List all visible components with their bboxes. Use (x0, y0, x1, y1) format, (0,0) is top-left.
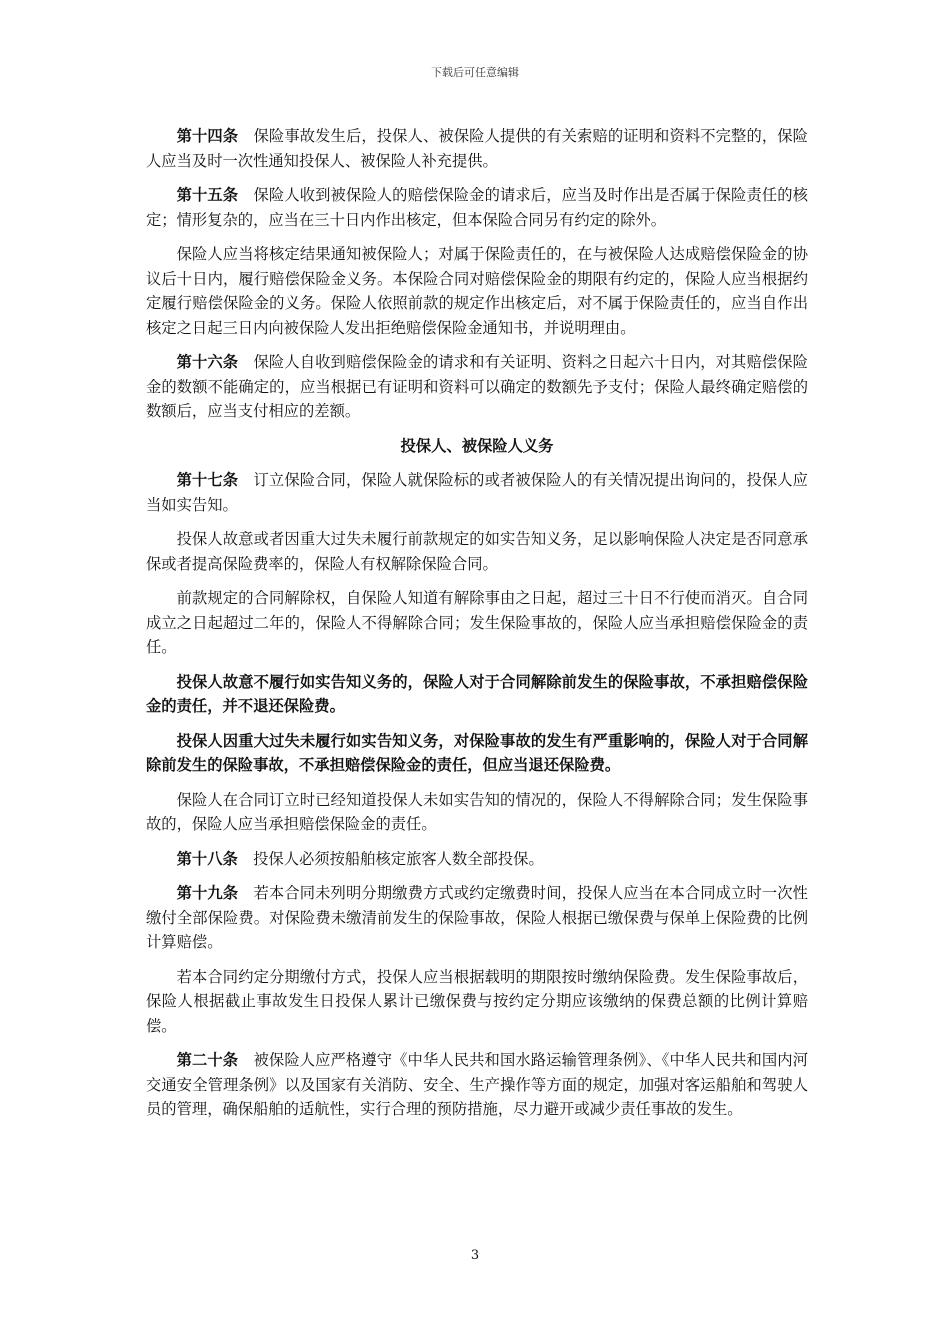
paragraph (146, 350, 808, 424)
paragraph (146, 788, 808, 837)
paragraph-text: 保险人自收到赔偿保险金的请求和有关证明、资料之日起六十日内，对其赔偿保险金的数额不能确定的，应当根据已有证明和资料可以确定的数额先予支付；保险人最终确定赔偿的数额后，应当支付相应的差额。 (146, 353, 808, 420)
paragraph (146, 847, 808, 872)
paragraph (146, 527, 808, 576)
paragraph-text: 投保人故意不履行如实告知义务的，保险人对于合同解除前发生的保险事故，不承担赔偿保险金的责任，并不退还保险费。 (146, 672, 808, 715)
paragraph-text: 保险事故发生后，投保人、被保险人提供的有关索赔的证明和资料不完整的，保险人应当及时一次性通知投保人、被保险人补充提供。 (146, 127, 808, 170)
article-number: 第十八条 (176, 849, 238, 868)
paragraph (146, 729, 808, 778)
paragraph-text: 保险人收到被保险人的赔偿保险金的请求后，应当及时作出是否属于保险责任的核定；情形复杂的，应当在三十日内作出核定，但本保险合同另有约定的除外。 (146, 186, 808, 229)
paragraph (146, 242, 808, 340)
paragraph (146, 586, 808, 660)
paragraph-text: 订立保险合同，保险人就保险标的或者被保险人的有关情况提出询问的，投保人应当如实告知。 (146, 471, 808, 514)
article-number: 第二十条 (176, 1051, 239, 1069)
paragraph-text: 投保人因重大过失未履行如实告知义务，对保险事故的发生有严重影响的，保险人对于合同解除前发生的保险事故，不承担赔偿保险金的责任，但应当退还保险费。 (146, 731, 808, 774)
paragraph-text: 保险人应当将核定结果通知被保险人；对属于保险责任的，在与被保险人达成赔偿保险金的协议后十日内，履行赔偿保险金义务。本保险合同对赔偿保险金的期限有约定的，保险人应当根据约定履行赔偿保险金的义务。保险人依照前款的规定作出核定后，对不属于保险责任的，应当自作出核定之日起三日内向被保险人发出拒绝赔偿保险金通知书，并说明理由。 (146, 245, 808, 337)
paragraph-text: 保险人在合同订立时已经知道投保人未如实告知的情况的，保险人不得解除合同；发生保险事故的，保险人应当承担赔偿保险金的责任。 (146, 790, 808, 833)
article-number: 第十四条 (176, 127, 239, 145)
paragraph (146, 881, 808, 955)
paragraph (146, 670, 808, 719)
paragraph-text: 若本合同约定分期缴付方式，投保人应当根据载明的期限按时缴纳保险费。发生保险事故后，保险人根据截止事故发生日投保人累计已缴保费与按约定分期应该缴纳的保费总额的比例计算赔偿。 (146, 967, 808, 1035)
article-number: 第十六条 (176, 353, 239, 371)
paragraph (146, 124, 808, 173)
paragraph-text: 若本合同未列明分期缴费方式或约定缴费时间，投保人应当在本合同成立时一次性缴付全部保险费。对保险费未缴清前发生的保险事故，保险人根据已缴保费与保单上保险费的比例计算赔偿。 (146, 884, 808, 951)
paragraph-text: 被保险人应严格遵守《中华人民共和国水路运输管理条例》、《中华人民共和国内河交通安全管理条例》以及国家有关消防、安全、生产操作等方面的规定，加强对客运船舶和驾驶人员的管理，确保船舶的适航性，实行合理的预防措施，尽力避开或减少责任事故的发生。 (146, 1051, 808, 1118)
article-number: 第十七条 (176, 471, 239, 489)
article-number: 第十九条 (176, 884, 239, 902)
paragraph-text: 投保人故意或者因重大过失未履行前款规定的如实告知义务，足以影响保险人决定是否同意承保或者提高保险费率的，保险人有权解除保险合同。 (146, 530, 808, 573)
article-number: 第十五条 (176, 186, 239, 204)
paragraph-text: 投保人必须按船舶核定旅客人数全部投保。 (253, 849, 544, 868)
section-heading: 投保人、被保险人义务 (400, 436, 554, 455)
document-body (146, 124, 808, 1132)
page-header: 下载后可任意编辑 (431, 66, 519, 79)
paragraph (146, 468, 808, 517)
paragraph (146, 1048, 808, 1122)
page-number: 3 (470, 1248, 480, 1263)
paragraph (146, 183, 808, 232)
paragraph (146, 965, 808, 1039)
paragraph-text: 前款规定的合同解除权，自保险人知道有解除事由之日起，超过三十日不行使而消灭。自合同成立之日起超过二年的，保险人不得解除合同；发生保险事故的，保险人应当承担赔偿保险金的责任。 (146, 589, 808, 656)
